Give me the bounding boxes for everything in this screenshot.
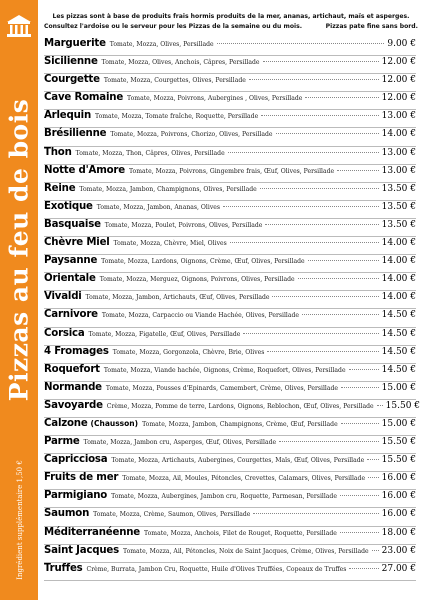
pizza-name: Fruits de mer <box>44 472 119 484</box>
pizza-ingredients: Tomate, Mozza, Olives, Persillade <box>109 41 214 48</box>
menu-item <box>44 273 416 291</box>
dot-leader <box>341 423 379 424</box>
menu-item <box>44 527 416 545</box>
pizza-ingredients: Crème, Mozza, Pomme de terre, Lardons, Oignons, Reblochon, Œuf, Olives, Persillade <box>106 402 374 410</box>
extra-ingredient-note: Ingrédient supplémentaire 1,50 € <box>16 460 24 580</box>
pizza-ingredients: Tomate, Mozza, Gorgonzola, Chèvre, Brie, Olives <box>112 348 265 356</box>
pizza-price: 14.00 € <box>381 238 416 249</box>
pizza-price: 15.50 € <box>385 400 421 411</box>
menu-item <box>44 255 416 273</box>
pizza-ingredients: Tomate, Mozza, Thon, Câpres, Olives, Persillade <box>75 149 225 157</box>
dot-leader <box>265 224 378 225</box>
dot-leader <box>340 532 379 533</box>
dot-leader <box>302 314 379 315</box>
dot-leader <box>243 333 378 334</box>
dot-leader <box>223 206 379 207</box>
menu-item <box>44 201 416 219</box>
pizza-name: Notte d'Amore <box>44 164 125 176</box>
menu-item <box>44 364 416 382</box>
pizza-ingredients: Tomate, Mozza, Artichauts, Aubergines, Courgettes, Maïs, Œuf, Olives, Persillade <box>111 457 365 465</box>
pizza-price: 16.00 € <box>381 473 416 484</box>
pizza-ingredients: Tomate, Mozza, Jambon, Artichauts, Œuf, Olives, Persillade <box>85 294 270 302</box>
pizza-name: Parmigiano <box>44 490 108 502</box>
pizza-ingredients: Tomate, Mozza, Pousses d'Epinards, Camembert, Crème, Olives, Persillade <box>105 384 339 392</box>
pizza-subtitle: (Chausson) <box>90 418 139 428</box>
pizza-name: Orientale <box>44 273 96 285</box>
pizza-price: 13.00 € <box>381 111 416 122</box>
pizza-price: 13.50 € <box>381 183 416 194</box>
pizza-name: Roquefort <box>44 363 100 375</box>
pizza-name: Carnivore <box>44 309 98 321</box>
pizza-price: 14.00 € <box>381 292 416 303</box>
dot-leader <box>272 296 378 297</box>
pizza-ingredients: Tomate, Mozza, Aubergines, Jambon cru, Roquette, Parmesan, Persillade <box>111 493 337 501</box>
dot-leader <box>337 170 379 171</box>
pizza-name: Cave Romaine <box>44 92 124 104</box>
pizza-ingredients: Tomate, Mozza, Jambon, Champignons, Crème, Œuf, Persillade <box>142 420 338 428</box>
pizza-name: Paysanne <box>44 255 98 267</box>
pizza-price: 16.00 € <box>381 509 416 520</box>
pizza-name: Calzone <box>44 417 88 429</box>
pizza-name: Arlequin <box>44 110 91 122</box>
dot-leader <box>368 477 379 478</box>
menu-item <box>44 309 416 327</box>
menu-item <box>44 399 421 418</box>
menu-item <box>44 328 416 346</box>
pizza-name: Saint Jacques <box>44 544 119 556</box>
menu-item <box>44 56 416 74</box>
pizza-price: 14.00 € <box>381 256 416 267</box>
dot-leader <box>298 278 379 279</box>
menu-item <box>44 472 416 490</box>
pizza-price: 14.50 € <box>381 346 416 357</box>
header-line-1: Les pizzas sont à base de produits frais hormis produits de la mer, ananas, artichaut, maïs et asperges. <box>52 13 410 20</box>
dot-leader <box>260 188 379 189</box>
dot-leader <box>263 61 379 62</box>
pizza-ingredients: Tomate, Mozza, Chèvre, Miel, Olives <box>113 240 227 248</box>
dot-leader <box>305 97 378 98</box>
pizza-price: 9.00 € <box>387 39 416 49</box>
dot-leader <box>276 133 379 134</box>
pizza-price: 13.00 € <box>381 147 416 158</box>
pizza-name: Thon <box>44 146 72 158</box>
menu-item <box>44 128 416 146</box>
dot-leader <box>308 260 379 261</box>
pizza-ingredients: Tomate, Mozza, Jambon cru, Asperges, Œuf, Olives, Persillade <box>83 439 277 447</box>
pizza-ingredients: Tomate, Mozza, Lardons, Oignons, Crème, Œuf, Olives, Persillade <box>101 258 305 266</box>
pizza-price: 15.00 € <box>381 382 416 393</box>
dot-leader <box>349 568 378 569</box>
pizza-ingredients: Tomate, Mozza, Courgettes, Olives, Persillade <box>103 77 246 85</box>
dot-leader <box>253 513 378 514</box>
menu-item <box>44 165 416 183</box>
dot-leader <box>377 405 383 406</box>
pizza-price: 16.00 € <box>381 491 416 502</box>
dot-leader <box>372 550 379 551</box>
menu-item <box>44 454 416 472</box>
pizza-price: 27.00 € <box>381 563 416 574</box>
header-line-2-left: Consultez l'ardoise ou le serveur pour les Pizzas de la semaine ou du mois. <box>44 23 303 30</box>
pizza-name: Vivaldi <box>44 291 82 303</box>
pizza-price: 13.50 € <box>381 219 416 230</box>
menu-item <box>44 346 416 364</box>
header-line-2-right: Pizzas pate fine sans bord. <box>325 23 418 30</box>
menu-item <box>44 291 416 309</box>
pizza-ingredients: Tomate, Mozza, Tomate fraîche, Roquette, Persillade <box>95 113 259 121</box>
pizza-price: 12.00 € <box>381 75 416 86</box>
menu-item <box>44 490 416 508</box>
pizza-price: 13.00 € <box>381 165 416 176</box>
pizza-ingredients: Tomate, Mozza, Anchois, Filet de Rouget, Roquette, Persillade <box>144 529 337 537</box>
pizza-price: 12.00 € <box>381 93 416 104</box>
pizza-ingredients: Tomate, Mozza, Figatelle, Œuf, Olives, Persillade <box>88 330 241 338</box>
pizza-ingredients: Tomate, Mozza, Jambon, Champignons, Olives, Persillade <box>79 185 257 193</box>
pizza-name: Marguerite <box>44 38 106 49</box>
pizza-price: 14.50 € <box>381 328 416 339</box>
pizza-name: Sicilienne <box>44 56 98 68</box>
dot-leader <box>228 152 379 153</box>
pizza-name: Exotique <box>44 200 93 212</box>
pizza-name: Courgette <box>44 74 100 86</box>
menu-item <box>44 436 416 454</box>
pizza-ingredients: Tomate, Mozza, Ail, Pétoncles, Noix de Saint Jacques, Crème, Olives, Persillade <box>123 547 369 555</box>
menu-item <box>44 147 416 165</box>
header <box>44 12 418 32</box>
menu-item <box>44 92 416 110</box>
dot-leader <box>267 351 378 352</box>
pizza-ingredients: Tomate, Mozza, Poivrons, Aubergines , Olives, Persillade <box>127 95 303 103</box>
dot-leader <box>349 369 379 370</box>
menu-item <box>44 508 416 526</box>
pizza-name: Truffes <box>44 562 83 574</box>
pizza-ingredients: Tomate, Mozza, Ail, Moules, Pétoncles, Crevettes, Calamars, Olives, Persillade <box>122 475 366 483</box>
header-line-2 <box>44 22 418 32</box>
pizza-ingredients: Tomate, Mozza, Poulet, Poivrons, Olives, Persillade <box>104 221 263 229</box>
pizza-name: Capricciosa <box>44 454 108 466</box>
pizza-name: Normande <box>44 381 102 393</box>
pizza-name: Reine <box>44 182 76 194</box>
menu-title: Pizzas au feu de bois <box>4 98 34 402</box>
pizza-price: 23.00 € <box>381 545 416 556</box>
menu-item <box>44 418 416 436</box>
pizza-name: Basquaise <box>44 218 101 230</box>
pizza-menu-list <box>44 38 421 581</box>
pizza-name: Corsica <box>44 327 85 339</box>
menu-item <box>44 545 416 563</box>
pizza-price: 15.50 € <box>381 437 416 448</box>
dot-leader <box>367 459 378 460</box>
pizza-name: Parme <box>44 436 80 448</box>
pizza-ingredients: Tomate, Mozza, Crème, Saumon, Olives, Persillade <box>93 511 251 519</box>
menu-item <box>44 183 416 201</box>
pizza-price: 18.00 € <box>381 527 416 538</box>
menu-item <box>44 382 416 400</box>
menu-item <box>44 237 416 255</box>
dot-leader <box>340 495 379 496</box>
dot-leader <box>279 441 379 442</box>
pizza-name: Chèvre Miel <box>44 237 110 249</box>
pizza-name: Méditerranéenne <box>44 526 141 538</box>
pizza-ingredients: Tomate, Mozza, Olives, Anchois, Câpres, Persillade <box>101 59 260 67</box>
pizza-ingredients: Tomate, Mozza, Carpaccio ou Viande Hachée, Olives, Persillade <box>101 312 300 320</box>
pizza-ingredients: Tomate, Mozza, Viande hachée, Oignons, Crème, Roquefort, Olives, Persillade <box>103 366 346 374</box>
pizza-price: 14.50 € <box>381 364 416 375</box>
pizza-price: 15.50 € <box>381 455 416 466</box>
pizza-name: Brésilienne <box>44 128 107 140</box>
pizza-ingredients: Tomate, Mozza, Jambon, Ananas, Olives <box>96 203 220 211</box>
pizza-price: 14.00 € <box>381 129 416 140</box>
pizza-price: 14.00 € <box>381 274 416 285</box>
menu-item <box>44 563 416 581</box>
dot-leader <box>230 242 379 243</box>
menu-item <box>44 110 416 128</box>
pizza-price: 15.00 € <box>381 418 416 429</box>
pizza-name: Savoyarde <box>44 399 103 411</box>
dot-leader <box>249 79 379 80</box>
pizza-ingredients: Tomate, Mozza, Merguez, Oignons, Poivrons, Olives, Persillade <box>99 276 295 284</box>
menu-item <box>44 38 416 56</box>
pizza-ingredients: Tomate, Mozza, Poivrons, Chorizo, Olives, Persillade <box>110 131 273 139</box>
dot-leader <box>341 387 379 388</box>
pizza-ingredients: Crème, Burrata, Jambon Cru, Roquette, Huile d'Olives Truffées, Copeaux de Truffes <box>86 565 347 573</box>
temple-icon <box>6 14 32 38</box>
pizza-name: 4 Fromages <box>44 345 109 357</box>
pizza-ingredients: Tomate, Mozza, Poivrons, Gingembre frais, Œuf, Olives, Persillade <box>128 167 335 175</box>
dot-leader <box>217 43 385 44</box>
pizza-price: 13.50 € <box>381 201 416 212</box>
pizza-name: Saumon <box>44 508 90 520</box>
dot-leader <box>261 115 378 116</box>
sidebar <box>0 0 38 600</box>
menu-item <box>44 74 416 92</box>
menu-item <box>44 219 416 237</box>
pizza-price: 14.50 € <box>381 310 416 321</box>
pizza-price: 12.00 € <box>381 57 416 68</box>
